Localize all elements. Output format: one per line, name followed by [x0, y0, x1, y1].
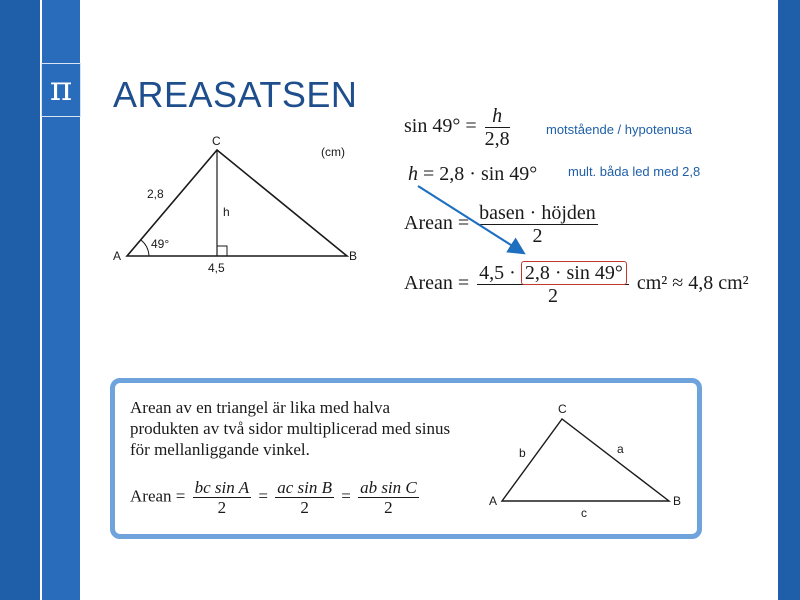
- unit-label: (cm): [321, 145, 345, 159]
- side-ac-label: 2,8: [147, 187, 164, 201]
- angle-arc: [141, 240, 149, 256]
- note-mult: mult. båda led med 2,8: [568, 164, 701, 179]
- page-title: AREASATSEN: [113, 74, 358, 115]
- note-motstaende: motstående / hypotenusa: [546, 122, 692, 137]
- eq4-numerator: 4,5 · 2,8 · sin 49°: [477, 262, 629, 285]
- right-angle-mark: [217, 246, 227, 256]
- height-label: h: [223, 205, 230, 219]
- t2-side-c: c: [581, 506, 587, 520]
- eq3-lhs: Arean =: [404, 212, 470, 235]
- vertex-a-label: A: [113, 249, 122, 263]
- area-rule-box: [110, 378, 702, 539]
- t2-side-a: a: [617, 442, 624, 456]
- eq4-rhs: cm² ≈ 4,8 cm²: [636, 272, 749, 295]
- area-rule-formula: Arean = $\frac{\text{bc sin A}}{2}$ = $\frac{\text{ac sin B}}{2}$ = $\frac{\text{ab sin C}}{2}$: [130, 478, 417, 517]
- eq3-denominator: 2: [532, 225, 543, 247]
- eq4-highlight-box: 2,8 · sin 49°: [521, 261, 627, 285]
- t2-side-b: b: [519, 446, 526, 460]
- eq4-denominator: 2: [547, 285, 558, 307]
- equation-1: [404, 105, 513, 150]
- eq1-denominator: 2,8: [484, 128, 510, 150]
- triangle-abc-general: [502, 419, 669, 501]
- formula-fraction-c: $\frac{\text{ab sin C}}{2}$: [360, 478, 417, 517]
- right-sidebar-bar: [778, 0, 800, 600]
- area-rule-text: Arean av en triangel är lika med halva produkten av två sidor multiplicerad med sinus för mellanliggande vinkel.: [130, 398, 451, 459]
- eq1-lhs: sin 49° =: [404, 115, 477, 138]
- triangle-figure-1: [105, 130, 385, 275]
- eq3-numerator: basen · höjden: [479, 202, 596, 224]
- eq1-fraction: [485, 105, 510, 150]
- t2-vertex-a: A: [489, 494, 498, 508]
- formula-fraction-a: $\frac{\text{bc sin A}}{2}$: [194, 478, 250, 517]
- base-label: 4,5: [208, 261, 225, 275]
- vertex-b-label: B: [349, 249, 358, 263]
- eq4-lhs: Arean =: [404, 272, 470, 295]
- angle-label: 49°: [151, 237, 170, 251]
- eq2-rest: = 2,8 · sin 49°: [423, 163, 538, 185]
- vertex-c-label: C: [212, 134, 221, 148]
- t2-vertex-b: B: [673, 494, 682, 508]
- left-sidebar-bar: [0, 0, 40, 600]
- eq1-numerator: h: [485, 105, 510, 128]
- eq2-h: h: [408, 163, 418, 185]
- pi-logo-icon: π: [41, 63, 81, 117]
- t2-vertex-c: C: [558, 402, 567, 416]
- substitution-arrow-icon: [410, 180, 540, 270]
- formula-fraction-b: $\frac{\text{ac sin B}}{2}$: [277, 478, 332, 517]
- triangle-figure-2: [477, 393, 687, 523]
